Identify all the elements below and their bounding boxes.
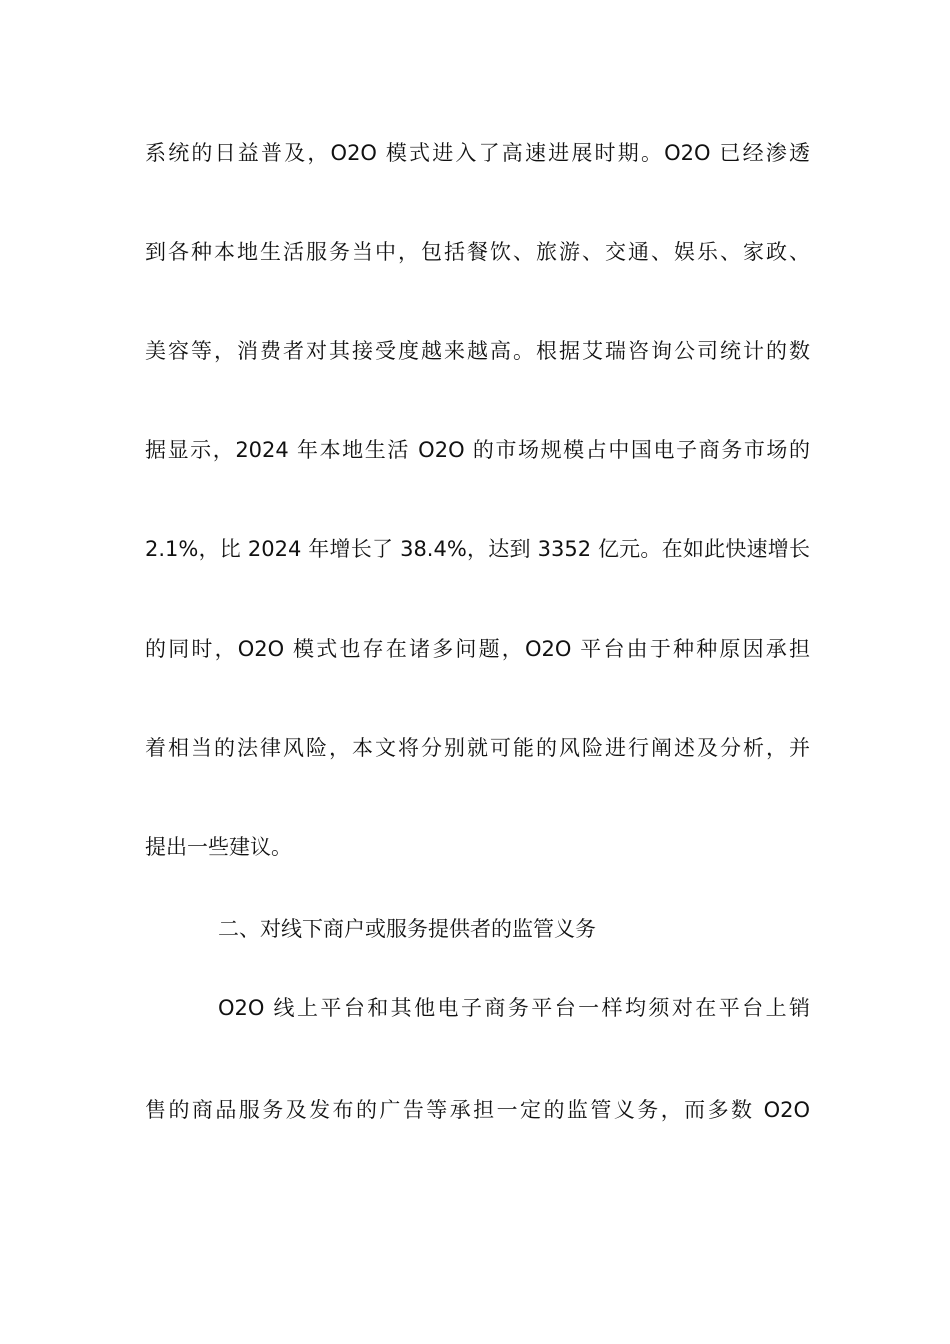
section-heading: 二、对线下商户或服务提供者的监管义务	[218, 917, 596, 941]
paragraph-line: 2.1%，比 2024 年增长了 38.4%，达到 3352 亿元。在如此快速增长	[145, 537, 810, 561]
paragraph-line: 售的商品服务及发布的广告等承担一定的监管义务，而多数 O2O	[145, 1098, 810, 1122]
paragraph-line: 系统的日益普及，O2O 模式进入了高速进展时期。O2O 已经渗透	[145, 141, 810, 165]
paragraph-line: 美容等，消费者对其接受度越来越高。根据艾瑞咨询公司统计的数	[145, 339, 810, 363]
paragraph-line: 的同时，O2O 模式也存在诸多问题，O2O 平台由于种种原因承担	[145, 637, 810, 661]
paragraph-line: 据显示，2024 年本地生活 O2O 的市场规模占中国电子商务市场的	[145, 438, 810, 462]
paragraph-line: 着相当的法律风险，本文将分别就可能的风险进行阐述及分析，并	[145, 736, 810, 760]
paragraph-line: 提出一些建议。	[145, 835, 292, 859]
paragraph-line: 到各种本地生活服务当中，包括餐饮、旅游、交通、娱乐、家政、	[145, 240, 810, 264]
paragraph-line: O2O 线上平台和其他电子商务平台一样均须对在平台上销	[218, 996, 810, 1020]
